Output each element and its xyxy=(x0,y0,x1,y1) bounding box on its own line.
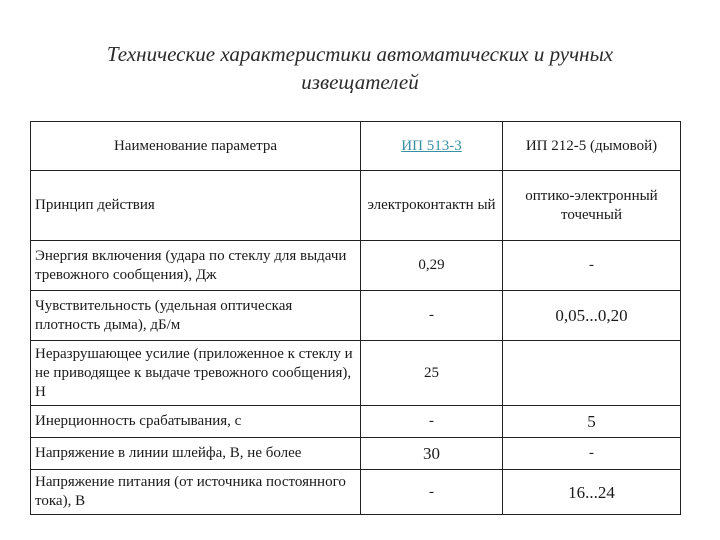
specifications-table xyxy=(30,121,681,515)
param-cell: Инерционность срабатывания, с xyxy=(31,406,361,438)
param-cell: Принцип действия xyxy=(31,171,361,241)
table-row xyxy=(31,470,681,515)
ip-513-3-link[interactable]: ИП 513-3 xyxy=(401,137,462,154)
param-cell: Чувствительность (удельная оптическая плотность дыма), дБ/м xyxy=(31,291,361,341)
value-cell-col3: 16...24 xyxy=(503,470,681,515)
table-row xyxy=(31,341,681,406)
value-cell-col2: - xyxy=(361,470,503,515)
title-line-1: Технические характеристики автоматических и ручных xyxy=(106,42,614,66)
table-row xyxy=(31,406,681,438)
table-row xyxy=(31,241,681,291)
value-cell-col2: 0,29 xyxy=(361,241,503,291)
table-row xyxy=(31,291,681,341)
param-cell: Напряжение в линии шлейфа, В, не более xyxy=(31,438,361,470)
value-cell-col2: - xyxy=(361,406,503,438)
title-line-2: извещателей xyxy=(301,70,419,94)
value-cell-col2: 30 xyxy=(361,438,503,470)
param-cell: Напряжение питания (от источника постоянного тока), В xyxy=(31,470,361,515)
header-col3-cell: ИП 212-5 (дымовой) xyxy=(503,122,681,171)
table-row xyxy=(31,171,681,241)
value-cell-col3: оптико-электронный точечный xyxy=(503,171,681,241)
value-cell-col3: - xyxy=(503,438,681,470)
table-header-row xyxy=(31,122,681,171)
header-param-cell: Наименование параметра xyxy=(31,122,361,171)
value-cell-col2: электроконтактн ый xyxy=(361,171,503,241)
value-cell-col3 xyxy=(503,341,681,406)
value-cell-col3: - xyxy=(503,241,681,291)
value-cell-col3: 0,05...0,20 xyxy=(503,291,681,341)
param-cell: Энергия включения (удара по стеклу для выдачи тревожного сообщения), Дж xyxy=(31,241,361,291)
value-cell-col3: 5 xyxy=(503,406,681,438)
header-col2-cell xyxy=(361,122,503,171)
value-cell-col2: - xyxy=(361,291,503,341)
value-cell-col2: 25 xyxy=(361,341,503,406)
param-cell: Неразрушающее усилие (приложенное к стеклу и не приводящее к выдаче тревожного сообщения), Н xyxy=(31,341,361,406)
document-title xyxy=(40,40,680,96)
table-row xyxy=(31,438,681,470)
